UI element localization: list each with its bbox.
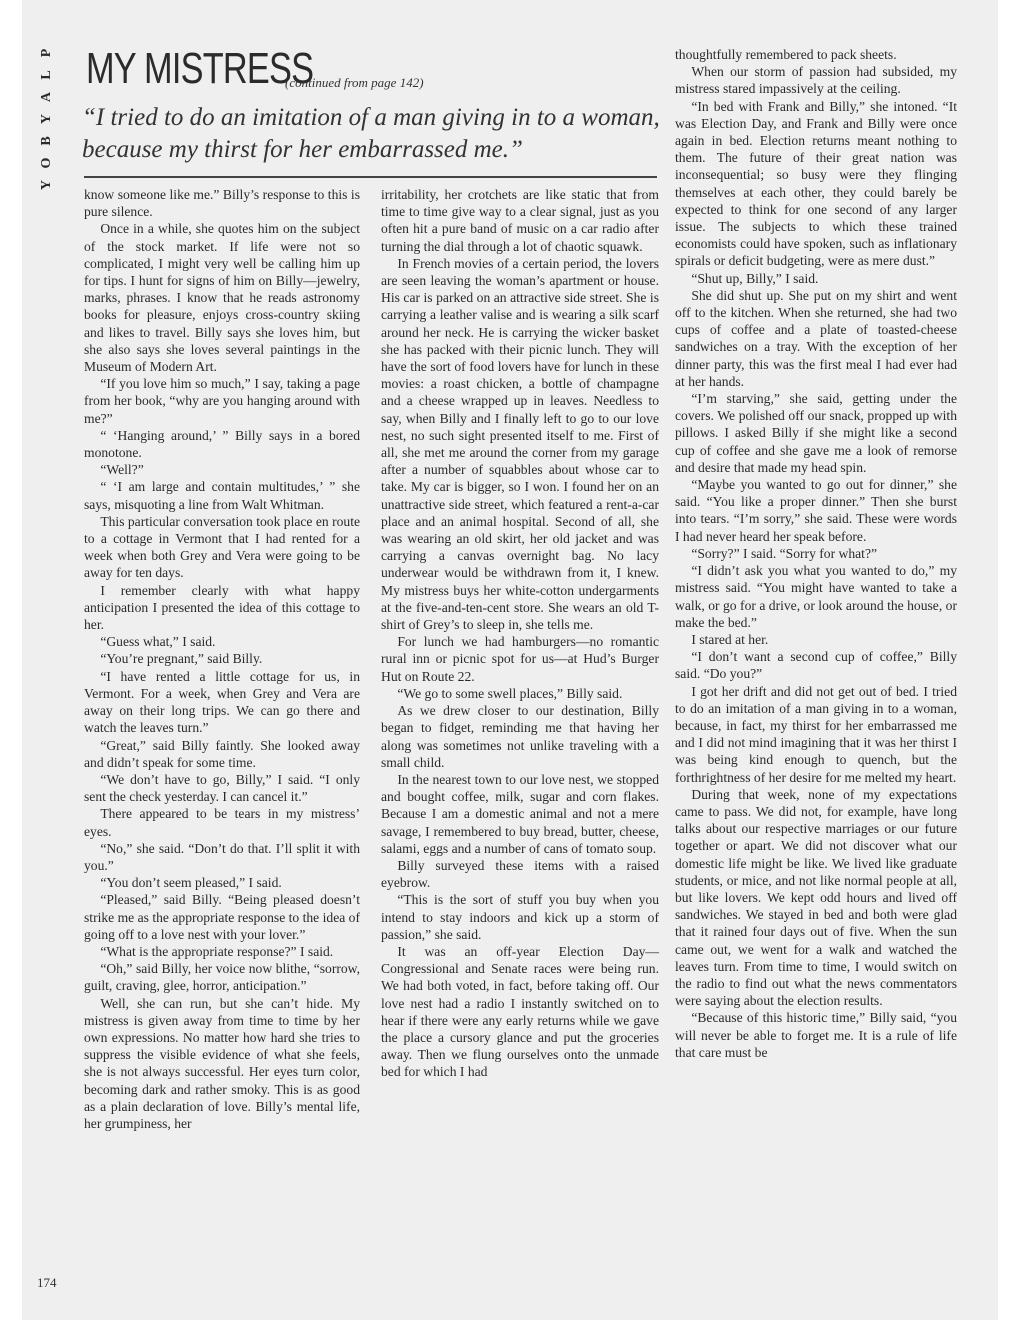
body-paragraph: “We don’t have to go, Billy,” I said. “I only sent the check yesterday. I can cancel it.” xyxy=(84,771,360,805)
body-paragraph: irritability, her crotchets are like static that from time to time give way to a clear signal, just as you often hit a pure band of music on a car radio after turning the dial through a lot of chaotic squawk. xyxy=(381,187,659,254)
body-paragraph: “You don’t seem pleased,” I said. xyxy=(100,875,282,891)
pull-quote: “I tried to do an imitation of a man giving in to a woman, because my thirst for her embarrassed me.” xyxy=(82,104,660,163)
article-headline: MY MISTRESS xyxy=(86,44,314,93)
text-column-1 xyxy=(84,186,360,1132)
body-paragraph: “Because of this historic time,” Billy said, “you will never be able to forget me. It is a rule of life that care must be xyxy=(675,1010,957,1060)
body-paragraph: “ ‘Hanging around,’ ” Billy says in a bored monotone. xyxy=(84,427,360,461)
magazine-name-letter: L xyxy=(39,70,54,80)
body-paragraph: I remember clearly with what happy anticipation I presented the idea of this cottage to her. xyxy=(84,582,360,633)
body-paragraph: “You’re pregnant,” said Billy. xyxy=(100,651,263,667)
text-column-3 xyxy=(675,46,957,1061)
body-paragraph: As we drew closer to our destination, Billy began to fidget, reminding me that having her along was sometimes not unlike traveling with a small child. xyxy=(381,703,659,770)
continued-note: (continued from page 142) xyxy=(285,75,424,90)
body-paragraph: “Maybe you wanted to go out for dinner,” she said. “You like a proper dinner.” Then she burst into tears. “I’m sorry,” she said. These were words I had never heard her speak before. xyxy=(675,477,957,544)
body-paragraph: “Sorry?” I said. “Sorry for what?” xyxy=(691,545,878,561)
body-paragraph: Billy surveyed these items with a raised eyebrow. xyxy=(381,857,659,891)
divider-rule xyxy=(84,176,657,178)
body-paragraph: This particular conversation took place en route to a cottage in Vermont that I had rented for a week when both Grey and Vera were going to be away for ten days. xyxy=(84,513,361,581)
body-paragraph: During that week, none of my expectations came to pass. We did not, for example, have long talks about our respective marriages or our future together or apart. We did not discover what our domestic life might be like. We lived like graduate students, or mice, and not like normal people at all, but like lovers. We kept odd hours and lived off sandwiches. We stayed in bed and both were glad that it rained four days out of five. When the sun came out, we went for a walk and watched the leaves turn. From time to time, I would switch on the radio to find out what the news commentators were saying about the election results. xyxy=(675,786,957,1009)
body-paragraph: “Great,” said Billy faintly. She looked away and didn’t speak for some time. xyxy=(84,737,360,770)
text-column-2 xyxy=(381,186,659,1081)
body-paragraph: “Oh,” said Billy, her voice now blithe, “sorrow, guilt, craving, glee, horror, anticipation.” xyxy=(84,961,360,994)
body-paragraph: know someone like me.” Billy’s response to this is pure silence. xyxy=(84,187,360,220)
body-paragraph: “Shut up, Billy,” I said. xyxy=(691,270,819,286)
body-paragraph: “I have rented a little cottage for us, in Vermont. For a week, when Grey and Vera are away on their long trips. We can go there and watch the leaves turn.” xyxy=(84,668,360,736)
body-paragraph: “This is the sort of stuff you buy when you intend to stay indoors and kick up a storm of passion,” she said. xyxy=(381,892,659,942)
body-paragraph: “What is the appropriate response?” I said. xyxy=(100,943,334,959)
body-paragraph: “Guess what,” I said. xyxy=(100,634,216,650)
body-paragraph: “Well?” xyxy=(100,462,144,478)
body-paragraph: thoughtfully remembered to pack sheets. xyxy=(675,47,897,62)
body-paragraph: In French movies of a certain period, the lovers are seen leaving the woman’s apartment or house. His car is parked on an attractive side street. She is carrying a leather valise and is wearing a silk scarf around her neck. He is carrying the wicker basket she has packed with their picnic lunch. They will have the sort of food lovers have for lunch in these movies: a roast chicken, a bottle of champagne and a cheese wrapped up in leaves. Needless to say, when Billy and I finally left to go to our love nest, no such sight presented itself to me. First of all, she met me around the corner from my garage after a number of squabbles about whose car to take. My car is bigger, so I won. I found her on an unattractive side street, which featured a rent-a-car place and an animal hospital. Second of all, she was wearing an old skirt, her old jacket and was carrying a canvas overnight bag. No lacy underwear would be withdrawn from it, I knew. My mistress buys her white-cotton undergarments at the five-and-ten-cent store. She wears an old T-shirt of Grey’s to sleep in, she tells me. xyxy=(381,255,659,633)
body-paragraph: “I don’t want a second cup of coffee,” Billy said. “Do you?” xyxy=(675,649,957,682)
body-paragraph: It was an off-year Election Day—Congressional and Senate races were being run. We had both voted, in fact, before taking off. Our love nest had a radio I instantly switched on to hear if there were any early returns while we gave the place a cursory glance and put the groceries away. Then we flung ourselves onto the unmade bed for which I had xyxy=(381,943,659,1080)
body-paragraph: “I’m starving,” she said, getting under the covers. We polished off our snack, propped up with pillows. I asked Billy if she might like a second cup of coffee and she gave me a look of remorse and desire that made my head spin. xyxy=(675,391,957,475)
body-paragraph: Once in a while, she quotes him on the subject of the stock market. If life were not so complicated, I might very well be calling him up for tips. I hunt for signs of him on Billy—jewelry, marks, phrases. I know that he reads astronomy books for pleasure, enjoys cross-country skiing and likes to travel. Billy says she loves him, but she also says she loves several paintings in the Museum of Modern Art. xyxy=(84,221,360,375)
magazine-name-vertical xyxy=(38,42,56,196)
body-paragraph: “ ‘I am large and contain multitudes,’ ” she says, misquoting a line from Walt Whitman. xyxy=(84,479,360,512)
body-paragraph: “If you love him so much,” I say, taking a page from her book, “why are you hanging around with me?” xyxy=(84,376,360,426)
body-paragraph: She did shut up. She put on my shirt and went off to the kitchen. When she returned, she had two cups of coffee and a plate of toasted-cheese sandwiches on a tray. With the exception of her dinner party, this was the first meal I had ever had at her hands. xyxy=(675,287,957,389)
body-paragraph: “We go to some swell places,” Billy said. xyxy=(397,685,623,701)
magazine-name-letter: Y xyxy=(39,179,54,191)
magazine-name-letter: P xyxy=(39,48,54,58)
magazine-name-letter: A xyxy=(39,91,54,103)
body-paragraph: When our storm of passion had subsided, my mistress stared impassively at the ceiling. xyxy=(675,64,957,97)
body-paragraph: I stared at her. xyxy=(691,631,769,647)
body-paragraph: Well, she can run, but she can’t hide. My mistress is given away from time to time by her own expressions. No matter how hard she tries to suppress the visible evidence of what she feels, she is not always successful. Her eyes turn color, becoming dark and rather smoky. This is as good as a plain declaration of love. Billy’s mental life, her grumpiness, her xyxy=(84,995,360,1131)
body-paragraph: In the nearest town to our love nest, we stopped and bought coffee, milk, sugar and corn flakes. Because I am a domestic animal and not a mere savage, I remembered to buy bread, butter, cheese, salami, eggs and a number of cans of tomato soup. xyxy=(381,771,659,856)
body-paragraph: There appeared to be tears in my mistress’ eyes. xyxy=(84,806,360,839)
body-paragraph: “Pleased,” said Billy. “Being pleased doesn’t strike me as the appropriate response to the idea of going off to a love nest with your lover.” xyxy=(84,892,360,942)
magazine-name-letter: Y xyxy=(39,113,54,125)
body-paragraph: “I didn’t ask you what you wanted to do,” my mistress said. “You might have wanted to take a walk, or go for a drive, or look around the house, or make the bed.” xyxy=(675,563,957,630)
magazine-name-letter: B xyxy=(39,136,54,146)
magazine-name-letter: O xyxy=(39,157,54,169)
body-paragraph: “No,” she said. “Don’t do that. I’ll split it with you.” xyxy=(84,840,360,873)
body-paragraph: I got her drift and did not get out of bed. I tried to do an imitation of a man giving in to a woman, because, in fact, my thirst for her embarrassed me and I did not mind imagining that it was her thirst I was being kind enough to quench, but the forthrightness of her desire for me melted my heart. xyxy=(675,683,957,785)
page-number: 174 xyxy=(37,1275,57,1290)
body-paragraph: “In bed with Frank and Billy,” she intoned. “It was Election Day, and Frank and Billy were once again in bed. Election returns meant nothing to them. The future of their great nation was inconsequential; so busy were they flinging themselves at each other, they could barely be expected to think for one second of any larger issue. The subjects to which these trained economists could have spoken, such as inflationary spirals or deficit budgeting, were as mere dust.” xyxy=(675,98,957,269)
body-paragraph: For lunch we had hamburgers—no romantic rural inn or picnic spot for us—at Hud’s Burger Hut on Route 22. xyxy=(381,634,659,684)
